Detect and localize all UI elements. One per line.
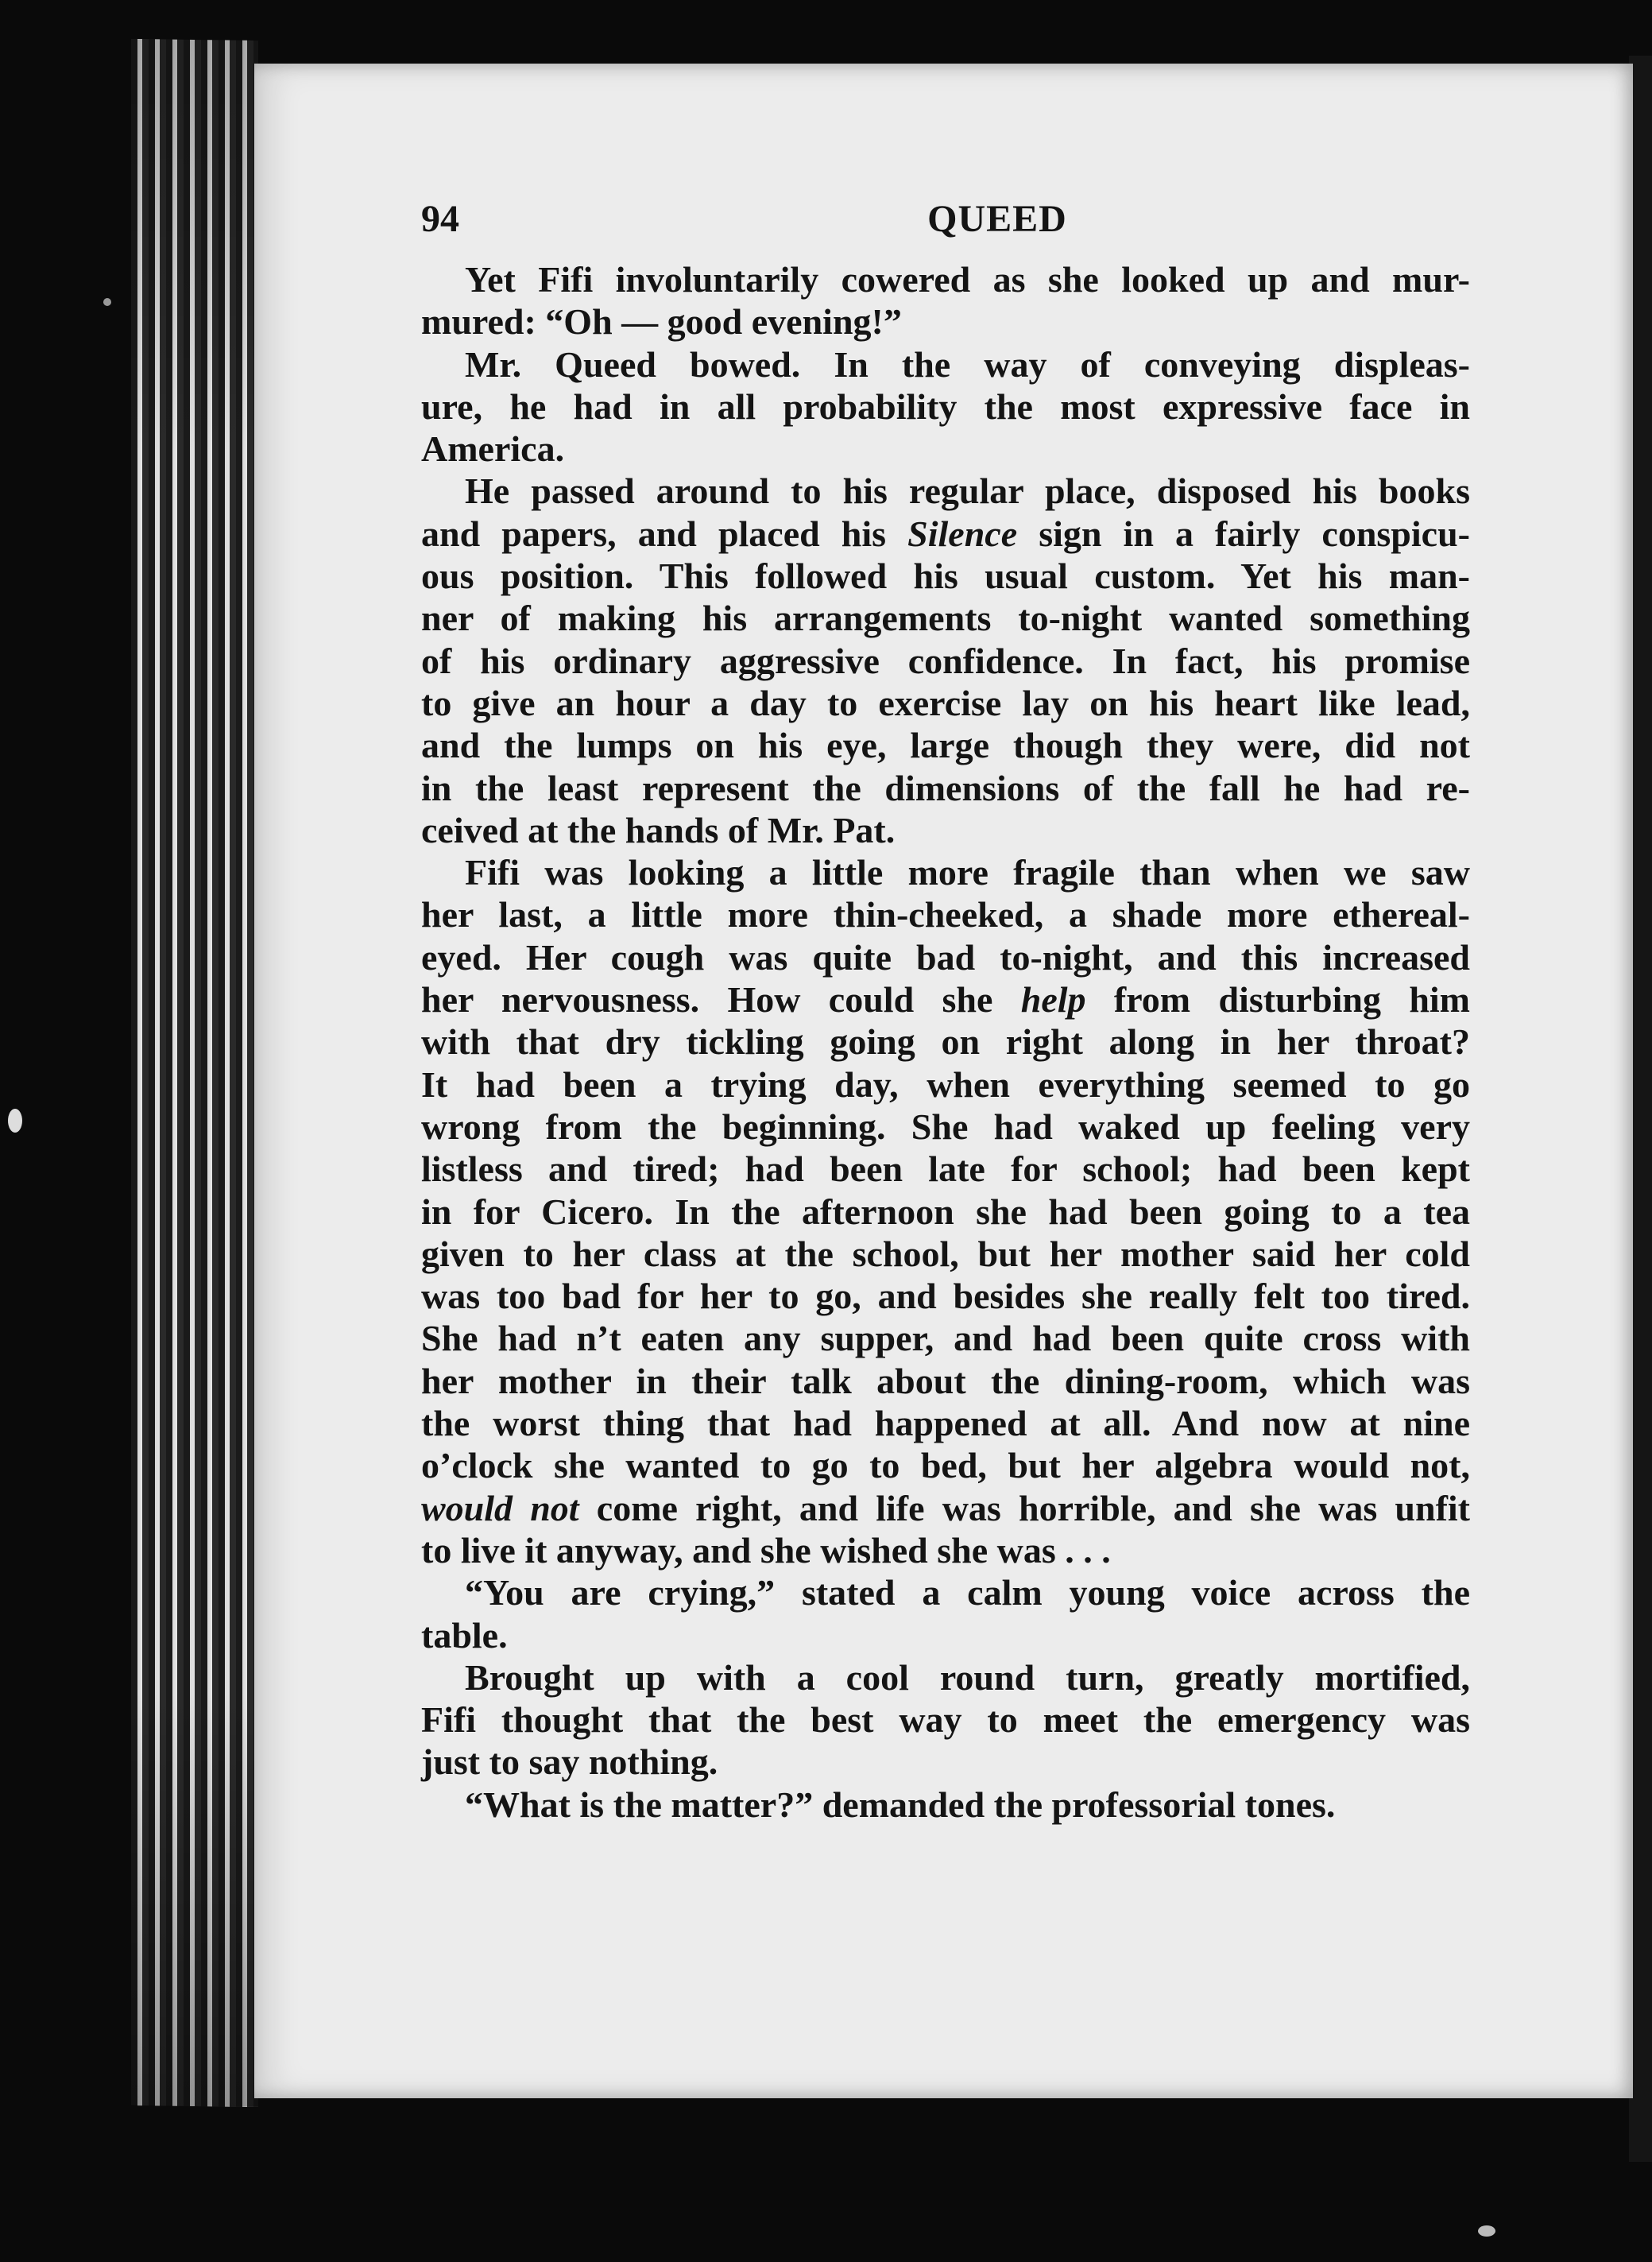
paragraph bbox=[421, 258, 1470, 343]
text-line: eyed. Her cough was quite bad to-night, and this increased bbox=[421, 936, 1470, 978]
italic-text: help bbox=[1020, 979, 1086, 1021]
text-line: ure, he had in all probability the most expressive face in bbox=[421, 385, 1470, 427]
text-line: ceived at the hands of Mr. Pat. bbox=[421, 809, 896, 850]
text-line: just to say nothing. bbox=[421, 1741, 718, 1783]
text-line: to live it anyway, and she wished she was . . . bbox=[421, 1529, 1111, 1571]
text-line: of his ordinary aggressive confidence. In fact, his promise bbox=[421, 640, 1470, 681]
text-line: “You are crying,” stated a calm young voice across the bbox=[465, 1572, 1470, 1613]
text-line: Brought up with a cool round turn, greatly mortified, bbox=[465, 1656, 1470, 1698]
text-line: ner of making his arrangements to-night wanted something bbox=[421, 598, 1470, 639]
text-line: was too bad for her to go, and besides she really felt too tired. bbox=[421, 1276, 1470, 1317]
dust-speck bbox=[1478, 2225, 1495, 2237]
text-line: mured: “Oh — good evening!” bbox=[421, 301, 902, 343]
text-line: o’clock she wanted to go to bed, but her algebra would not, bbox=[421, 1445, 1470, 1486]
text-line: her mother in their talk about the dining-room, which was bbox=[421, 1360, 1470, 1401]
text-line: It had been a trying day, when everything seemed to go bbox=[421, 1063, 1470, 1105]
page-header bbox=[421, 195, 1470, 258]
text-line: Mr. Queed bowed. In the way of conveying displeas- bbox=[465, 343, 1470, 385]
book-page-edges-shade bbox=[131, 40, 258, 2106]
text-line: would not come right, and life was horrible, and she was unfit bbox=[421, 1487, 1470, 1528]
paragraph bbox=[421, 1784, 1470, 1826]
text-line: He passed around to his regular place, disposed his books bbox=[465, 471, 1470, 512]
text-line: She had n’t eaten any supper, and had been quite cross with bbox=[421, 1318, 1470, 1359]
text-line: the worst thing that had happened at all. And now at nine bbox=[421, 1403, 1470, 1444]
text-line: ous position. This followed his usual custom. Yet his man- bbox=[421, 556, 1470, 597]
paragraph bbox=[421, 343, 1470, 471]
page-number: 94 bbox=[421, 198, 459, 240]
text-line: in for Cicero. In the afternoon she had been going to a tea bbox=[421, 1191, 1470, 1232]
text-line: her nervousness. How could she help from disturbing him bbox=[421, 979, 1470, 1021]
dust-speck bbox=[8, 1109, 22, 1133]
italic-text: would not bbox=[421, 1487, 579, 1528]
text-line: Yet Fifi involuntarily cowered as she looked up and mur- bbox=[465, 259, 1470, 300]
text-line: to give an hour a day to exercise lay on his heart like lead, bbox=[421, 682, 1470, 723]
text-line: in the least represent the dimensions of the fall he had re- bbox=[421, 767, 1470, 808]
text-line: “What is the matter?” demanded the professorial tones. bbox=[465, 1784, 1336, 1825]
text-line: wrong from the beginning. She had waked up feeling very bbox=[421, 1106, 1470, 1147]
text-line: Fifi thought that the best way to meet the emergency was bbox=[421, 1699, 1470, 1741]
dust-speck bbox=[103, 298, 111, 306]
paragraph bbox=[421, 1571, 1470, 1656]
text-line: listless and tired; had been late for school; had been kept bbox=[421, 1148, 1470, 1190]
page-text bbox=[421, 195, 1470, 1826]
paragraph bbox=[421, 851, 1470, 1571]
text-line: with that dry tickling going on right along in her throat? bbox=[421, 1021, 1470, 1063]
text-line: and the lumps on his eye, large though they were, did not bbox=[421, 725, 1470, 766]
text-line: America. bbox=[421, 428, 565, 470]
italic-text: Silence bbox=[907, 513, 1018, 554]
paragraph bbox=[421, 1656, 1470, 1784]
running-head: QUEED bbox=[927, 198, 1067, 240]
text-line: her last, a little more thin-cheeked, a shade more ethereal- bbox=[421, 894, 1470, 935]
text-line: given to her class at the school, but her mother said her cold bbox=[421, 1233, 1470, 1274]
text-line: and papers, and placed his Silence sign in a fairly conspicu- bbox=[421, 513, 1470, 554]
book-page bbox=[254, 64, 1633, 2098]
body-text bbox=[421, 258, 1470, 1826]
text-line: Fifi was looking a little more fragile than when we saw bbox=[465, 852, 1470, 893]
paragraph bbox=[421, 470, 1470, 851]
text-line: table. bbox=[421, 1614, 508, 1656]
